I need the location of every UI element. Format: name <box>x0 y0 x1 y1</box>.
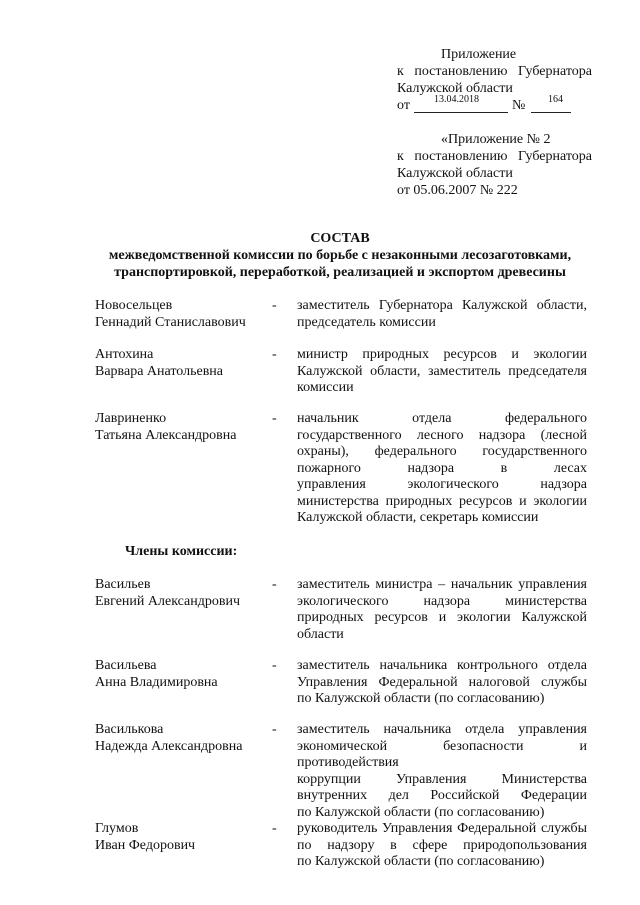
role-line: заместитель начальника отдела управления <box>297 722 587 737</box>
role-line: по Калужской области (по согласованию) <box>297 854 545 869</box>
member-surname: Глумов <box>95 821 139 836</box>
member-surname: Василькова <box>95 722 164 737</box>
title-subline-2: транспортировкой, переработкой, реализацией и экспортом древесины <box>114 265 566 280</box>
role-line: экологического надзора министерства <box>297 593 587 609</box>
role-line: охраны), федерального государственного <box>297 444 587 459</box>
document-title: СОСТАВ <box>310 231 370 246</box>
handwritten-date: 13.04.2018 <box>434 94 479 105</box>
member-role <box>297 347 587 397</box>
member-role <box>297 722 587 821</box>
handwritten-number: 164 <box>548 94 563 105</box>
role-line: внутренних дел Российской Федерации <box>297 788 587 803</box>
date-prefix: от <box>397 98 410 113</box>
role-line: пожарного надзора в лесах <box>297 460 587 476</box>
dash-separator: - <box>272 411 277 426</box>
role-line: экономической безопасности и противодействия <box>297 738 587 770</box>
date-underline <box>414 112 508 113</box>
member-given-names: Анна Владимировна <box>95 675 218 690</box>
role-line: заместитель начальника контрольного отдела <box>297 658 587 673</box>
member-surname: Васильева <box>95 658 157 673</box>
role-line: заместитель министра – начальник управления <box>297 577 587 592</box>
role-line: Калужской области, заместитель председателя <box>297 363 587 379</box>
member-given-names: Геннадий Станиславович <box>95 315 246 330</box>
role-line: области <box>297 626 344 642</box>
member-role <box>297 298 587 331</box>
number-underline <box>531 112 571 113</box>
member-role <box>297 577 587 643</box>
role-line: по Калужской области (по согласованию) <box>297 691 545 706</box>
orig-region-line: Калужской области <box>397 166 513 181</box>
role-line: природных ресурсов и экологии Калужской <box>297 610 587 625</box>
header-decree-line: к постановлению Губернатора <box>397 64 592 79</box>
appendix-label: Приложение <box>441 47 517 62</box>
member-given-names: Надежда Александровна <box>95 739 243 754</box>
member-role <box>297 411 587 527</box>
role-line: руководитель Управления Федеральной службы <box>297 821 587 836</box>
member-role <box>297 658 587 708</box>
orig-decree-line: к постановлению Губернатора <box>397 149 592 164</box>
member-role <box>297 821 587 871</box>
role-line: государственного лесного надзора (лесной <box>297 427 587 443</box>
member-given-names: Татьяна Александровна <box>95 428 237 443</box>
role-line: комиссии <box>297 380 354 395</box>
role-line: по надзору в сфере природопользования <box>297 837 587 853</box>
member-surname: Новосельцев <box>95 298 173 313</box>
header-region-line: Калужской области <box>397 81 513 96</box>
members-heading: Члены комиссии: <box>125 544 238 559</box>
role-line: председатель комиссии <box>297 314 436 330</box>
member-surname: Лавриненко <box>95 411 167 426</box>
orig-date-line: от 05.06.2007 № 222 <box>397 183 518 198</box>
dash-separator: - <box>272 658 277 673</box>
role-line: Управления Федеральной налоговой службы <box>297 674 587 690</box>
role-line: министр природных ресурсов и экологии <box>297 347 587 362</box>
member-given-names: Евгений Александрович <box>95 594 241 609</box>
role-line: министерства природных ресурсов и экологии <box>297 493 587 509</box>
role-line: начальник отдела федерального <box>297 411 587 426</box>
member-surname: Антохина <box>95 347 154 362</box>
dash-separator: - <box>272 722 277 737</box>
dash-separator: - <box>272 298 277 313</box>
role-line: управления экологического надзора <box>297 477 587 492</box>
member-given-names: Варвара Анатольевна <box>95 364 224 379</box>
dash-separator: - <box>272 347 277 362</box>
role-line: коррупции Управления Министерства <box>297 771 587 787</box>
orig-appendix-label: «Приложение № 2 <box>441 132 551 147</box>
dash-separator: - <box>272 821 277 836</box>
title-subline-1: межведомственной комиссии по борьбе с незаконными лесозаготовками, <box>108 248 572 263</box>
number-sign: № <box>512 98 526 113</box>
role-line: по Калужской области (по согласованию) <box>297 804 545 820</box>
role-line: Калужской области, секретарь комиссии <box>297 510 539 525</box>
dash-separator: - <box>272 577 277 592</box>
member-surname: Васильев <box>95 577 151 592</box>
member-given-names: Иван Федорович <box>95 838 196 853</box>
role-line: заместитель Губернатора Калужской области, <box>297 298 587 313</box>
